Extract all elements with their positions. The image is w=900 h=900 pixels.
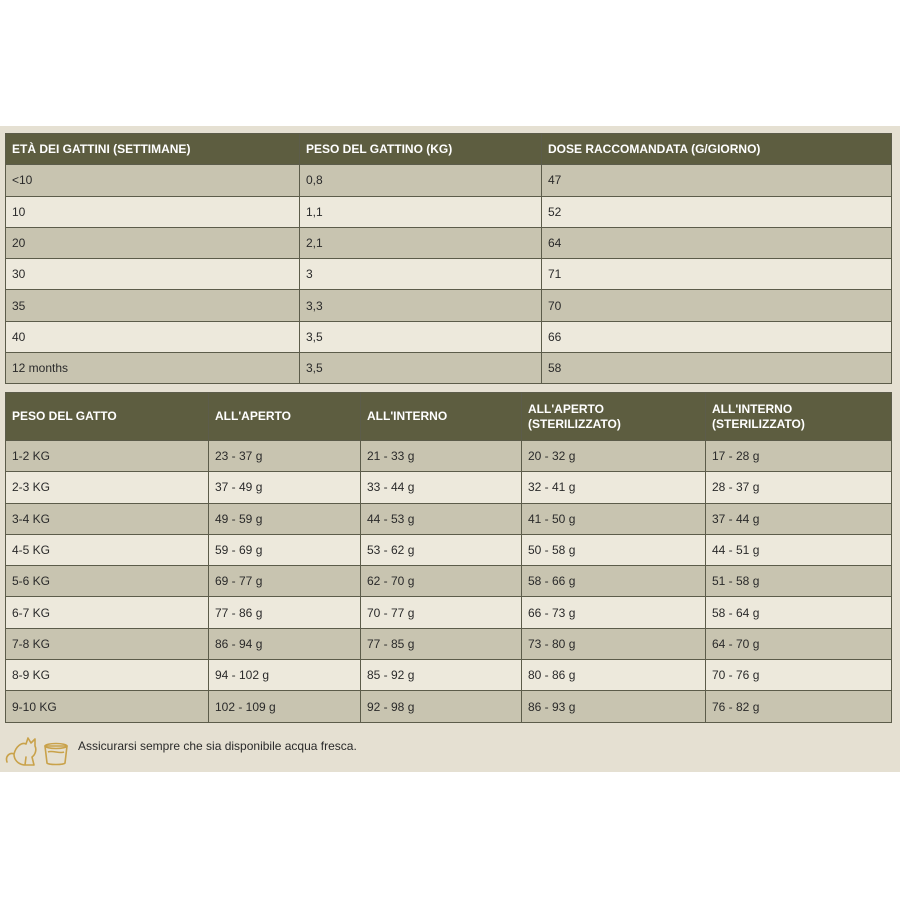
header-kitten-weight: PESO DEL GATTINO (KG) [300, 134, 542, 165]
table-cell: 8-9 KG [6, 660, 209, 691]
table-row [6, 321, 892, 352]
table-row [6, 660, 892, 691]
table-cell: 9-10 KG [6, 691, 209, 722]
table-cell: 5-6 KG [6, 566, 209, 597]
footer [0, 728, 900, 768]
table-cell: 85 - 92 g [361, 660, 522, 691]
table-cell: 70 - 77 g [361, 597, 522, 628]
table-cell: 3,5 [300, 353, 542, 384]
table-row [6, 597, 892, 628]
water-bowl-icon [45, 744, 67, 765]
table-cell: 53 - 62 g [361, 534, 522, 565]
table-cell: 71 [542, 259, 892, 290]
table-cell: 102 - 109 g [209, 691, 361, 722]
table-cell: 94 - 102 g [209, 660, 361, 691]
table-cell: 2,1 [300, 227, 542, 258]
table-cell: 50 - 58 g [522, 534, 706, 565]
table-row [6, 259, 892, 290]
table-cell: 76 - 82 g [706, 691, 892, 722]
table-cell: 35 [6, 290, 300, 321]
table-cell: 7-8 KG [6, 628, 209, 659]
table-cell: 77 - 85 g [361, 628, 522, 659]
header-cat-weight: PESO DEL GATTO [6, 393, 209, 441]
table-cell: 62 - 70 g [361, 566, 522, 597]
header-recommended-dose: DOSE RACCOMANDATA (G/GIORNO) [542, 134, 892, 165]
table-row [6, 472, 892, 503]
table-cell: 28 - 37 g [706, 472, 892, 503]
table-cell: 44 - 51 g [706, 534, 892, 565]
table-cell: 40 [6, 321, 300, 352]
table-cell: 1,1 [300, 196, 542, 227]
table-cell: 33 - 44 g [361, 472, 522, 503]
table-row [6, 628, 892, 659]
table-cell: 86 - 93 g [522, 691, 706, 722]
table-cell: 70 - 76 g [706, 660, 892, 691]
table-cell: 52 [542, 196, 892, 227]
adult-cat-feeding-table [5, 392, 892, 723]
table-cell: 51 - 58 g [706, 566, 892, 597]
table-cell: 86 - 94 g [209, 628, 361, 659]
cat-icon [7, 738, 36, 765]
table-cell: 37 - 49 g [209, 472, 361, 503]
table-cell: 6-7 KG [6, 597, 209, 628]
table-cell: 59 - 69 g [209, 534, 361, 565]
table-cell: 30 [6, 259, 300, 290]
table-cell: 23 - 37 g [209, 441, 361, 472]
table-row [6, 566, 892, 597]
table-cell: 21 - 33 g [361, 441, 522, 472]
footer-icons [4, 732, 72, 773]
header-indoor: ALL'INTERNO [361, 393, 522, 441]
table-cell: 58 [542, 353, 892, 384]
table-row [6, 691, 892, 722]
table-cell: 70 [542, 290, 892, 321]
table-cell: 49 - 59 g [209, 503, 361, 534]
table-cell: 69 - 77 g [209, 566, 361, 597]
table-cell: 58 - 64 g [706, 597, 892, 628]
table-cell: 47 [542, 165, 892, 196]
table-cell: 3-4 KG [6, 503, 209, 534]
kitten-feeding-table [5, 133, 892, 384]
table-cell: 4-5 KG [6, 534, 209, 565]
table-cell: <10 [6, 165, 300, 196]
table-cell: 32 - 41 g [522, 472, 706, 503]
table-cell: 77 - 86 g [209, 597, 361, 628]
table-cell: 80 - 86 g [522, 660, 706, 691]
table-cell: 1-2 KG [6, 441, 209, 472]
header-kitten-age: ETÀ DEI GATTINI (SETTIMANE) [6, 134, 300, 165]
table-cell: 66 [542, 321, 892, 352]
table-row [6, 503, 892, 534]
table-cell: 58 - 66 g [522, 566, 706, 597]
table-row [6, 290, 892, 321]
table-cell: 66 - 73 g [522, 597, 706, 628]
table-cell: 64 - 70 g [706, 628, 892, 659]
table-cell: 64 [542, 227, 892, 258]
table-cell: 20 [6, 227, 300, 258]
table-cell: 37 - 44 g [706, 503, 892, 534]
table-cell: 10 [6, 196, 300, 227]
table-row [6, 196, 892, 227]
table-cell: 3,5 [300, 321, 542, 352]
header-outdoor: ALL'APERTO [209, 393, 361, 441]
table-row [6, 227, 892, 258]
footer-note: Assicurarsi sempre che sia disponibile acqua fresca. [78, 739, 357, 753]
table-cell: 3,3 [300, 290, 542, 321]
header-indoor-sterilized: ALL'INTERNO (STERILIZZATO) [706, 393, 892, 441]
table-cell: 44 - 53 g [361, 503, 522, 534]
table-cell: 73 - 80 g [522, 628, 706, 659]
table-cell: 17 - 28 g [706, 441, 892, 472]
table-cell: 0,8 [300, 165, 542, 196]
header-outdoor-sterilized: ALL'APERTO (STERILIZZATO) [522, 393, 706, 441]
table-cell: 92 - 98 g [361, 691, 522, 722]
table-cell: 3 [300, 259, 542, 290]
table-cell: 20 - 32 g [522, 441, 706, 472]
table-row [6, 353, 892, 384]
table-cell: 2-3 KG [6, 472, 209, 503]
table-row [6, 534, 892, 565]
table-cell: 12 months [6, 353, 300, 384]
table-cell: 41 - 50 g [522, 503, 706, 534]
table-row [6, 441, 892, 472]
table-row [6, 165, 892, 196]
